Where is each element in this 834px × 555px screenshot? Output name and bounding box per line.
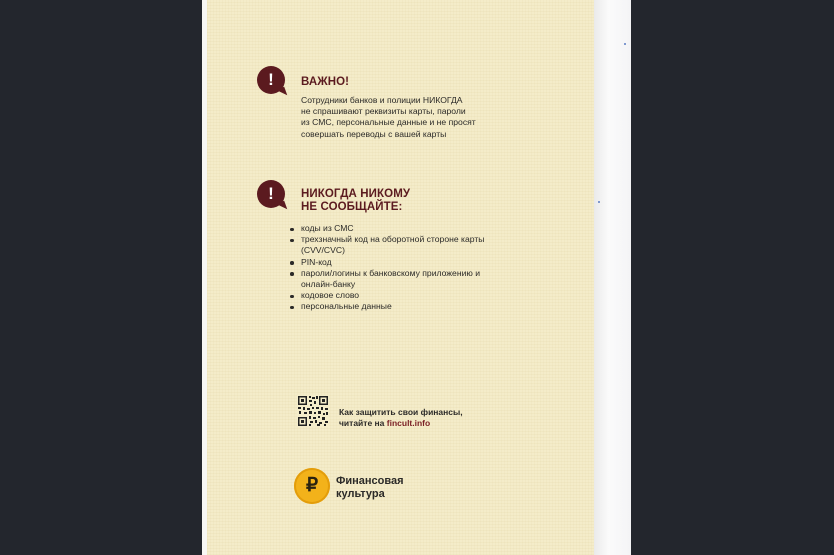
list-item: персональные данные	[289, 301, 504, 312]
brand-name	[336, 475, 404, 501]
ruble-coin-icon: ₽	[294, 468, 330, 504]
exclamation-bubble-icon: !	[257, 180, 285, 208]
important-heading: ВАЖНО!	[301, 76, 350, 88]
fincult-link[interactable]: fincult.info	[386, 418, 431, 428]
text-line: не спрашивают реквизиты карты, пароли	[301, 106, 466, 117]
text-line: из СМС, персональные данные и не просят	[301, 117, 476, 128]
never-tell-heading	[301, 188, 410, 214]
important-text	[301, 95, 476, 140]
brand-line: Финансовая	[336, 475, 404, 487]
list-item: кодовое слово	[289, 290, 504, 301]
text-line: совершать переводы с вашей карты	[301, 128, 447, 139]
qr-caption	[339, 407, 463, 429]
heading-line: НИКОГДА НИКОМУ	[301, 188, 411, 200]
qr-caption-prefix: читайте на	[339, 418, 387, 428]
list-item: PIN-код	[289, 257, 504, 268]
text-line: Сотрудники банков и полиции НИКОГДА	[301, 95, 463, 105]
exclamation-bubble-icon: !	[257, 66, 285, 94]
list-item: пароли/логины к банковскому приложению и онлайн-банку	[289, 268, 504, 290]
qr-caption-line: Как защитить свои финансы,	[339, 407, 463, 417]
never-tell-list	[289, 223, 504, 313]
scan-speck	[598, 201, 600, 203]
sheet-shadow	[594, 0, 631, 555]
qr-code-icon[interactable]	[297, 395, 329, 427]
list-item: трехзначный код на оборотной стороне карты (CVV/CVC)	[289, 234, 504, 256]
list-item: коды из СМС	[289, 223, 504, 234]
qr-caption-line	[339, 418, 463, 429]
heading-line: НЕ СООБЩАЙТЕ:	[301, 201, 403, 213]
brand-line: культура	[336, 488, 385, 500]
scan-speck	[624, 43, 626, 45]
